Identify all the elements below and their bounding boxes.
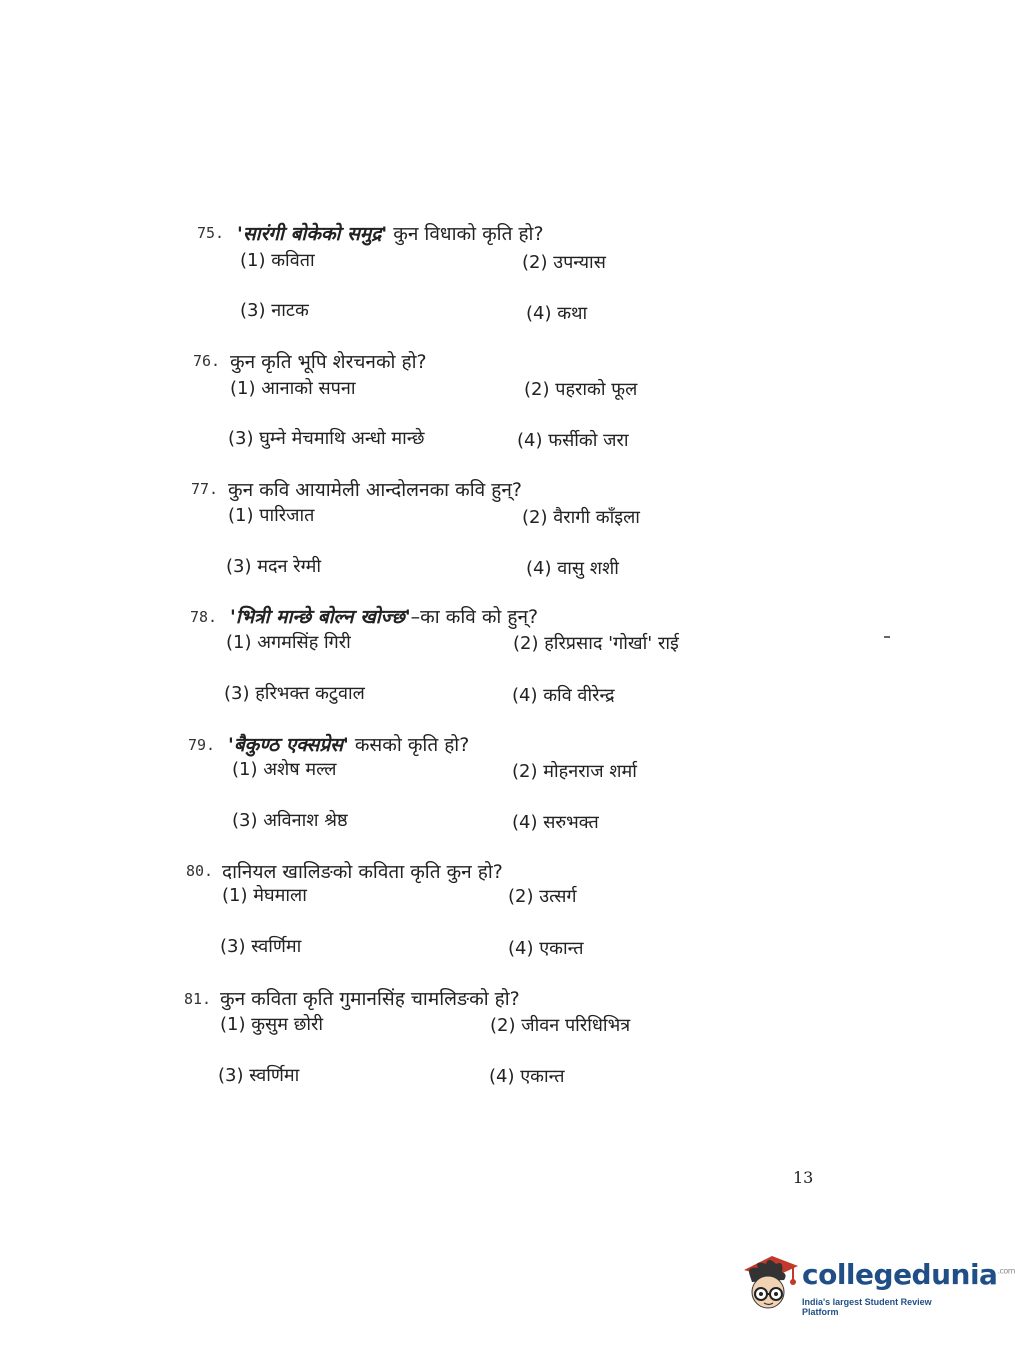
option-1: (1) अगमसिंह गिरी: [226, 632, 351, 653]
question-76: [0, 346, 1001, 466]
question-75: [0, 218, 1001, 338]
option-2: (2) उत्सर्ग: [508, 886, 577, 907]
option-2: (2) मोहनराज शर्मा: [512, 761, 637, 782]
option-4: (4) एकान्त: [489, 1066, 565, 1087]
question-number: 76.: [193, 352, 221, 370]
question-number: 75.: [197, 224, 225, 242]
option-1: (1) आनाको सपना: [230, 378, 356, 399]
question-body: –का कवि को हुन्?: [410, 606, 539, 628]
option-3: (3) स्वर्णिमा: [218, 1065, 300, 1086]
question-text: [222, 858, 503, 884]
option-1: (1) मेघमाला: [222, 885, 307, 906]
option-3: (3) घुम्ने मेचमाथि अन्धो मान्छे: [228, 428, 425, 449]
question-number: 79.: [188, 736, 216, 754]
option-3: (3) हरिभक्त कटुवाल: [224, 683, 365, 704]
question-77: [0, 474, 1001, 594]
option-4: (4) कवि वीरेन्द्र: [512, 685, 615, 706]
question-number: 77.: [191, 480, 219, 498]
option-4: (4) एकान्त: [508, 938, 584, 959]
option-2: (2) जीवन परिधिभित्र: [490, 1015, 631, 1036]
scan-mark: [884, 636, 890, 638]
option-3: (3) अविनाश श्रेष्ठ: [232, 810, 348, 831]
option-2: (2) वैरागी काँइला: [522, 507, 640, 528]
option-2: (2) पहराको फूल: [524, 379, 638, 400]
question-80: [0, 858, 1001, 978]
question-text: [220, 985, 520, 1011]
work-title: 'सारंगी बोकेको समुद्र': [237, 223, 388, 245]
question-text: [228, 731, 469, 757]
option-1: (1) अशेष मल्ल: [232, 759, 337, 780]
option-3: (3) स्वर्णिमा: [220, 936, 302, 957]
option-4: (4) वासु शशी: [526, 558, 619, 579]
option-2: (2) उपन्यास: [522, 252, 606, 273]
question-body: कुन कविता कृति गुमानसिंह चामलिङको हो?: [220, 988, 520, 1010]
question-number: 78.: [190, 608, 218, 626]
question-body: दानियल खालिङको कविता कृति कुन हो?: [222, 861, 503, 883]
work-title: 'भित्री मान्छे बोल्न खोज्छ': [230, 606, 411, 628]
question-body: कुन कृति भूपि शेरचनको हो?: [230, 351, 427, 373]
question-81: [0, 984, 1001, 1104]
option-1: (1) पारिजात: [228, 505, 315, 526]
question-text: [230, 348, 427, 374]
question-78: [0, 602, 1001, 722]
question-number: 81.: [184, 990, 212, 1008]
question-body: कुन विधाको कृति हो?: [393, 223, 544, 245]
option-3: (3) मदन रेग्मी: [226, 556, 322, 577]
mascot-graduation-cap-icon: [738, 1250, 800, 1320]
option-1: (1) कुसुम छोरी: [220, 1014, 324, 1035]
logo-tagline: India's largest Student Review Platform: [802, 1297, 932, 1317]
option-2: (2) हरिप्रसाद 'गोर्खा' राई: [513, 633, 679, 654]
work-title: 'बैकुण्ठ एक्सप्रेस': [228, 734, 349, 756]
question-79: [0, 730, 1001, 850]
option-4: (4) सरुभक्त: [512, 812, 599, 833]
logo-suffix: .com: [997, 1266, 1015, 1276]
option-4: (4) फर्सीको जरा: [517, 430, 629, 451]
question-body: कुन कवि आयामेली आन्दोलनका कवि हुन्?: [228, 479, 522, 501]
collegedunia-logo: [738, 1250, 1015, 1320]
question-text: [228, 476, 522, 502]
option-1: (1) कविता: [240, 250, 315, 271]
logo-name: collegedunia: [802, 1258, 998, 1291]
question-text: [237, 220, 544, 246]
page-number: 13: [793, 1168, 814, 1187]
logo-wordmark: [802, 1258, 1015, 1291]
question-number: 80.: [186, 862, 214, 880]
option-4: (4) कथा: [526, 303, 588, 324]
option-3: (3) नाटक: [240, 300, 309, 321]
question-text: [230, 603, 538, 629]
question-body: कसको कृति हो?: [354, 734, 470, 756]
